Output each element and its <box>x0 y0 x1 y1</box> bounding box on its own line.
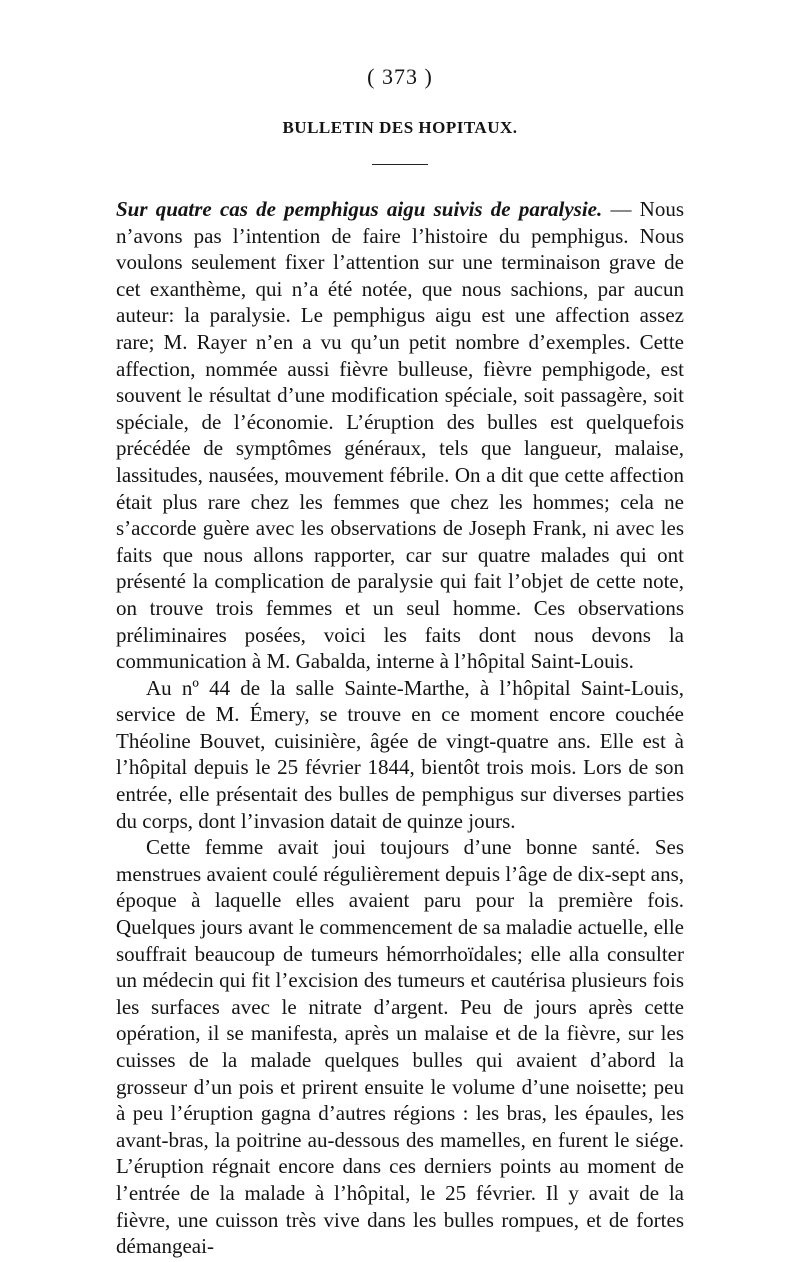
paragraph-text: Nous n’avons pas l’intention de faire l’histoire du pemphigus. Nous voulons seulement fixer l’attention sur une terminaison grave de cet exanthème, qui n’a été notée, que nous sachions, par aucun auteur: la paralysie. Le pemphigus aigu est une affection assez rare; M. Rayer n’en a vu qu’un petit nombre d’exemples. Cette affection, nommée aussi fièvre bulleuse, fièvre pemphigode, est souvent le résultat d’une modification spéciale, soit passagère, soit spéciale, de l’économie. L’éruption des bulles est quelquefois précédée de symptômes généraux, tels que langueur, malaise, lassitudes, nausées, mouvement fébrile. On a dit que cette affection était plus rare chez les femmes que chez les hommes; cela ne s’accorde guère avec les observations de Joseph Frank, ni avec les faits que nous allons rapporter, car sur quatre malades qui ont présenté la complication de paralysie qui fait l’objet de cette note, on trouve trois femmes et un seul homme. Ces observations préliminaires posées, voici les faits dont nous devons la communication à M. Gabalda, interne à l’hôpital Saint-Louis. <box>116 197 684 674</box>
header-rule <box>372 164 428 165</box>
article-body <box>116 196 684 1260</box>
article-paragraph: Cette femme avait joui toujours d’une bonne santé. Ses menstrues avaient coulé régulièrement depuis l’âge de dix-sept ans, époque à laquelle elles avaient paru pour la première fois. Quelques jours avant le commencement de sa maladie actuelle, elle souffrait beaucoup de tumeurs hémorrhoïdales; elle alla consulter un médecin qui fit l’excision des tumeurs et cautérisa plusieurs fois les surfaces avec le nitrate d’argent. Peu de jours après cette opération, il se manifesta, après un malaise et de la fièvre, sur les cuisses de la malade quelques bulles qui avaient d’abord la grosseur d’un pois et prirent ensuite le volume d’une noisette; peu à peu l’éruption gagna d’autres régions : les bras, les épaules, les avant-bras, la poitrine au-dessous des mamelles, en furent le siége. L’éruption régnait encore dans ces derniers points au moment de l’entrée de la malade à l’hôpital, le 25 février. Il y avait de la fièvre, une cuisson très vive dans les bulles rompues, et de fortes démangeai- <box>116 835 684 1259</box>
page-number: ( 373 ) <box>367 64 433 89</box>
title-separator: — <box>602 197 640 221</box>
article-title: Sur quatre cas de pemphigus aigu suivis de paralysie. <box>116 197 603 221</box>
article-paragraph <box>116 196 684 675</box>
running-head: BULLETIN DES HOPITAUX. <box>282 118 518 137</box>
article-paragraph: Au nº 44 de la salle Sainte-Marthe, à l’hôpital Saint-Louis, service de M. Émery, se trouve en ce moment encore couchée Théoline Bouvet, cuisinière, âgée de vingt-quatre ans. Elle est à l’hôpital depuis le 25 février 1844, bientôt trois mois. Lors de son entrée, elle présentait des bulles de pemphigus sur diverses parties du corps, dont l’invasion datait de quinze jours. <box>116 675 684 833</box>
